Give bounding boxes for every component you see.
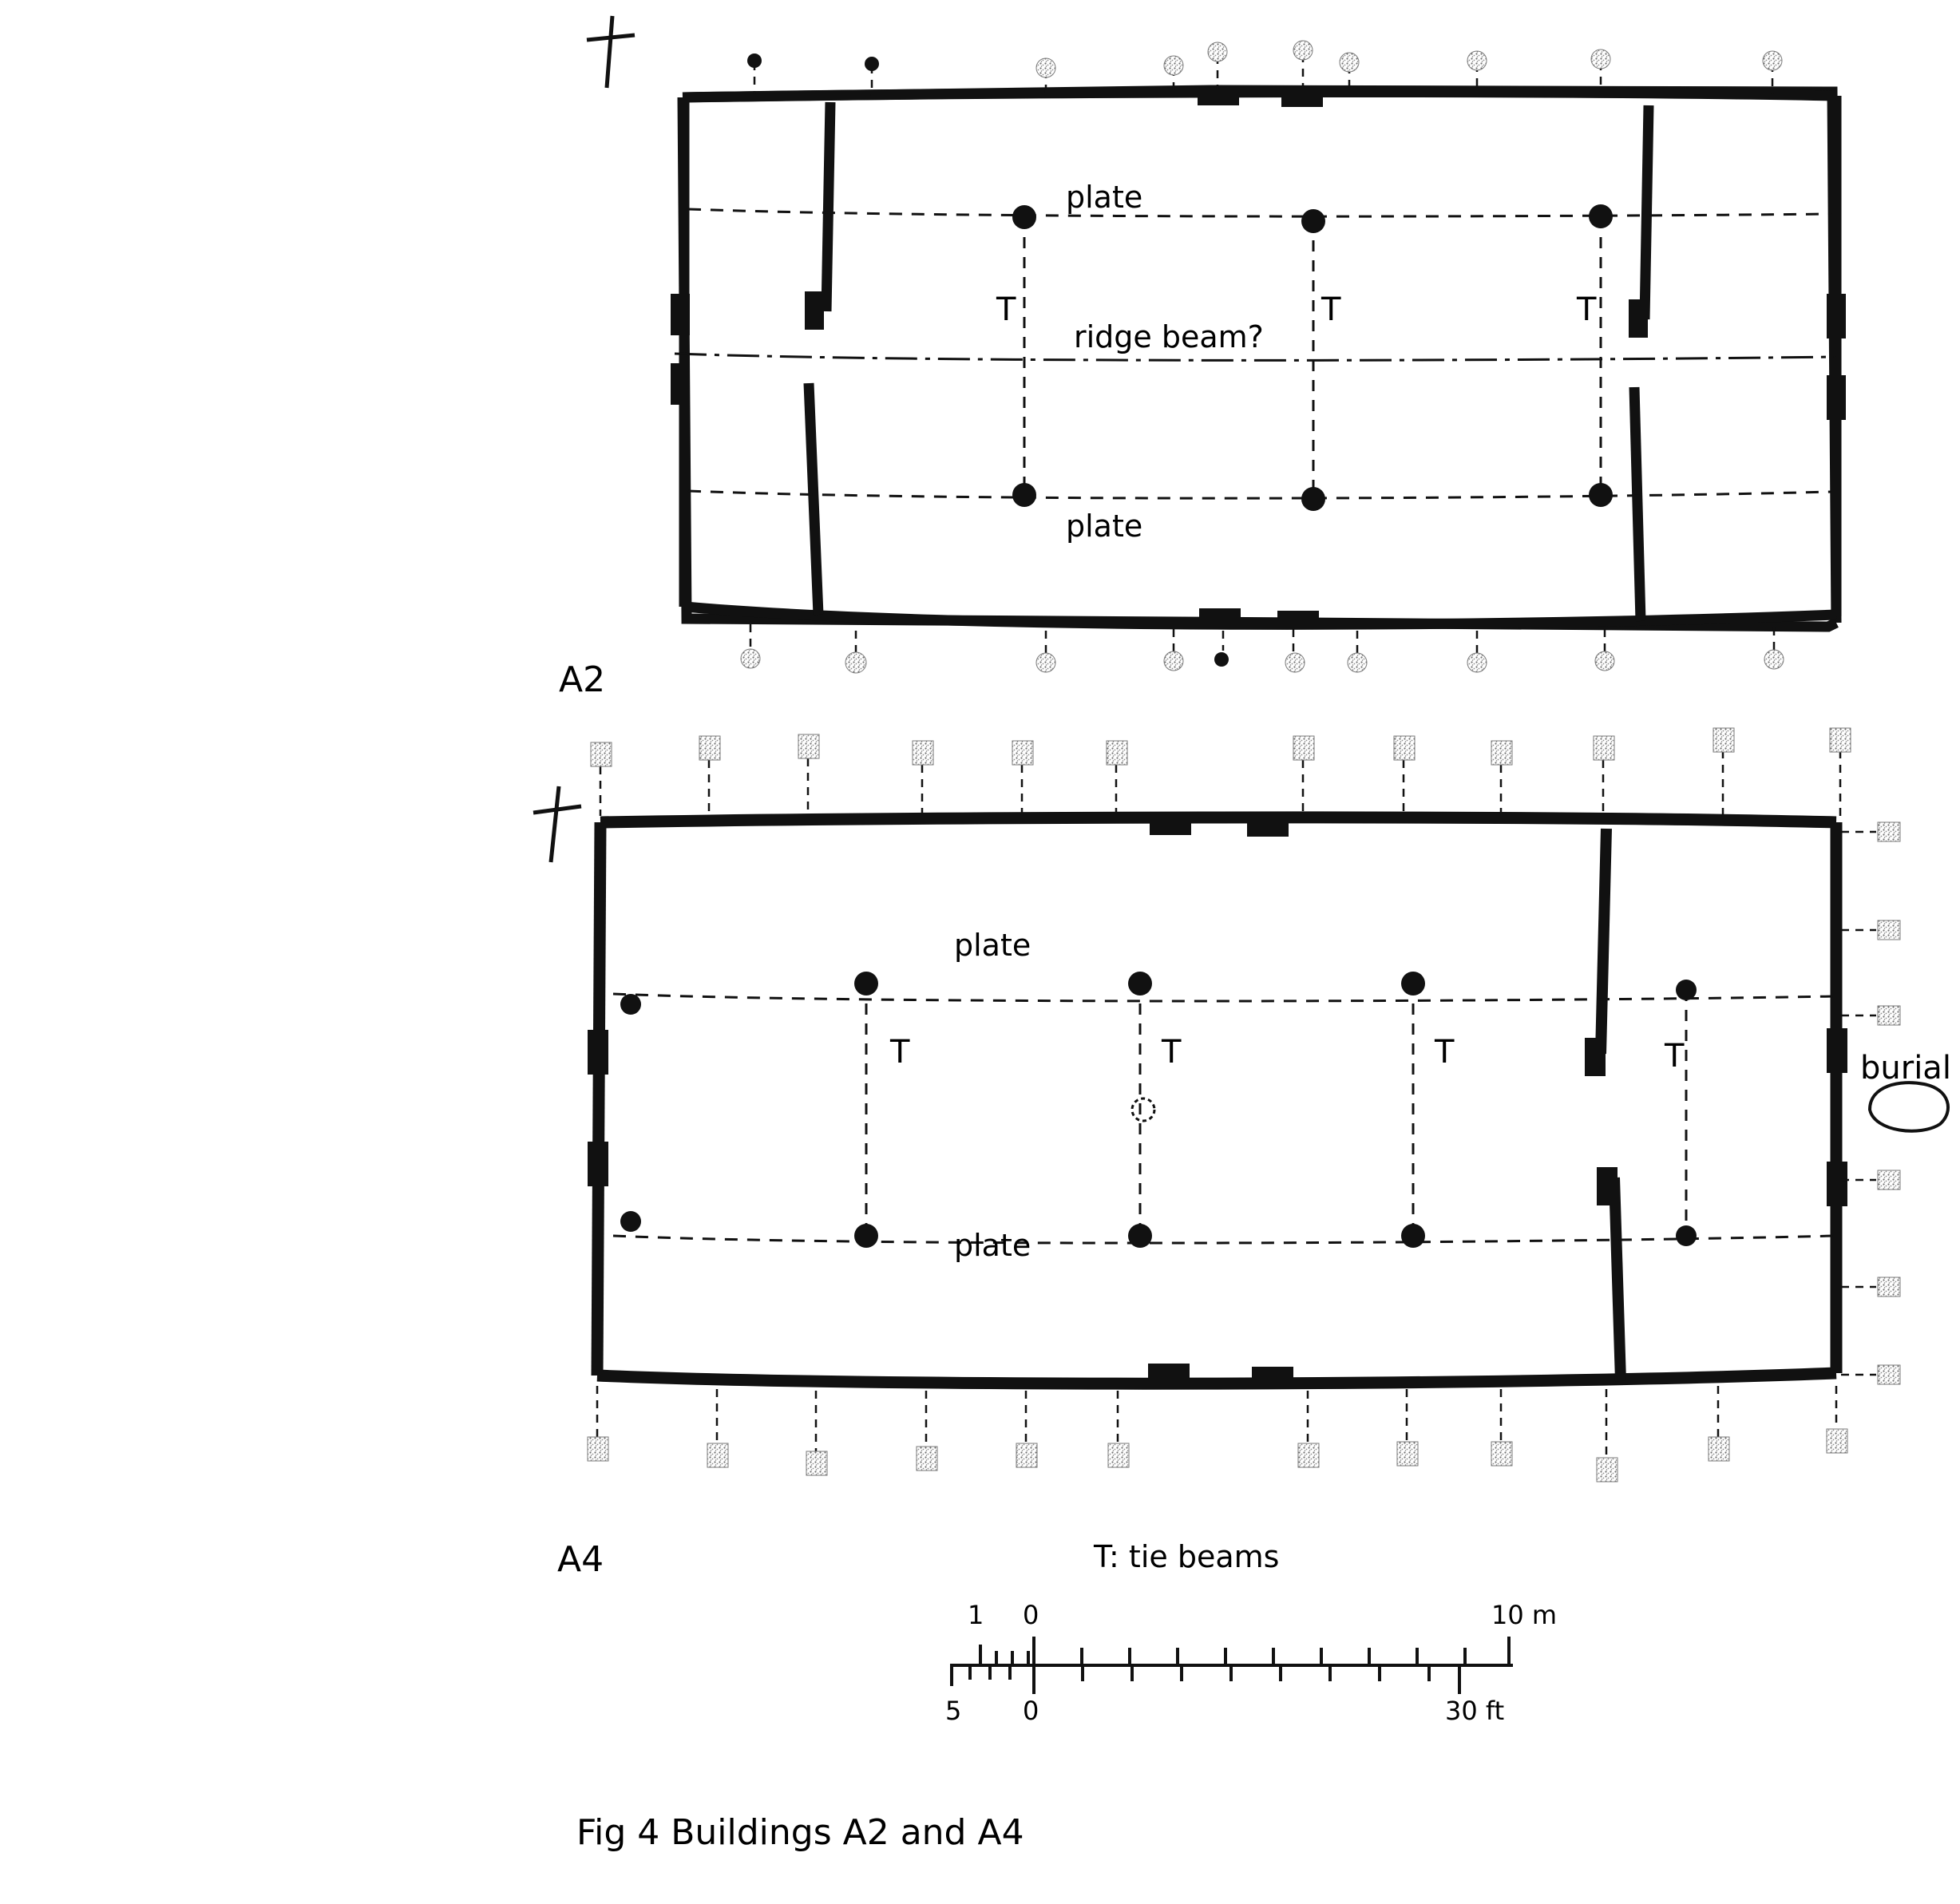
plan-a4-group [533, 728, 1960, 1482]
plan-label-a4: A4 [557, 1539, 604, 1580]
north-arrow-a4 [533, 786, 581, 862]
building-a4-open-posthole [1132, 1098, 1154, 1121]
scale-imperial-zero: 0 [1023, 1696, 1039, 1726]
building-a4-external-features-top [600, 750, 1840, 816]
building-a2-partitions [809, 102, 1649, 621]
building-a2-ridge-line [675, 354, 1836, 360]
scale-bar-graphic [950, 1637, 1513, 1694]
building-a4-stipple-top [591, 728, 1851, 766]
tie-beam-label-a4-3: T [1435, 1034, 1455, 1071]
tie-beam-legend: T: tie beams [1094, 1539, 1280, 1574]
scale-metric-zero: 0 [1023, 1600, 1039, 1630]
building-a2-stipple-top [1036, 41, 1782, 77]
building-a2-stipple-bottom [741, 649, 1784, 673]
building-a4-stipple-right [1878, 822, 1900, 1384]
building-a4-partitions [1601, 829, 1621, 1381]
plate-label-a2-top: plate [1066, 180, 1143, 215]
scale-imperial-left-tick: 5 [945, 1696, 962, 1726]
tie-beam-label-a4-1: T [890, 1034, 910, 1071]
north-arrow-a2 [587, 16, 635, 88]
building-a4-postholes [620, 972, 1697, 1248]
scale-metric-right-label: 10 m [1491, 1600, 1558, 1630]
plate-label-a4-top: plate [954, 928, 1031, 963]
building-a4-tie-beams [866, 984, 1686, 1239]
building-a4-wall-outline [597, 817, 1836, 1383]
tie-beam-label-a4-4: T [1665, 1038, 1685, 1075]
tie-beam-label-a2-3: T [1577, 291, 1597, 328]
ridge-beam-label-a2: ridge beam? [1074, 319, 1264, 354]
tie-beam-label-a4-2: T [1162, 1034, 1182, 1071]
plate-label-a2-bottom: plate [1066, 509, 1143, 544]
building-a2-external-dots-bottom [1214, 652, 1229, 667]
tie-beam-label-a2-1: T [996, 291, 1016, 328]
building-a4-post-blocks [588, 817, 1847, 1384]
scale-imperial-right-label: 30 ft [1445, 1696, 1505, 1726]
figure-caption: Fig 4 Buildings A2 and A4 [576, 1812, 1024, 1853]
building-a2-tie-beams [1024, 217, 1601, 498]
tie-beam-label-a2-2: T [1321, 291, 1341, 328]
burial-feature-outline [1870, 1083, 1960, 1131]
building-a4-stipple-bottom [588, 1429, 1847, 1482]
building-a4-external-features-bottom [597, 1386, 1836, 1458]
building-a2-external-dots-top [747, 53, 879, 71]
burial-label: burial [1860, 1050, 1951, 1087]
plan-label-a2: A2 [559, 659, 606, 700]
scale-metric-left-tick: 1 [968, 1600, 984, 1630]
plate-label-a4-bottom: plate [954, 1228, 1031, 1263]
building-a4-plate-lines [613, 994, 1835, 1243]
